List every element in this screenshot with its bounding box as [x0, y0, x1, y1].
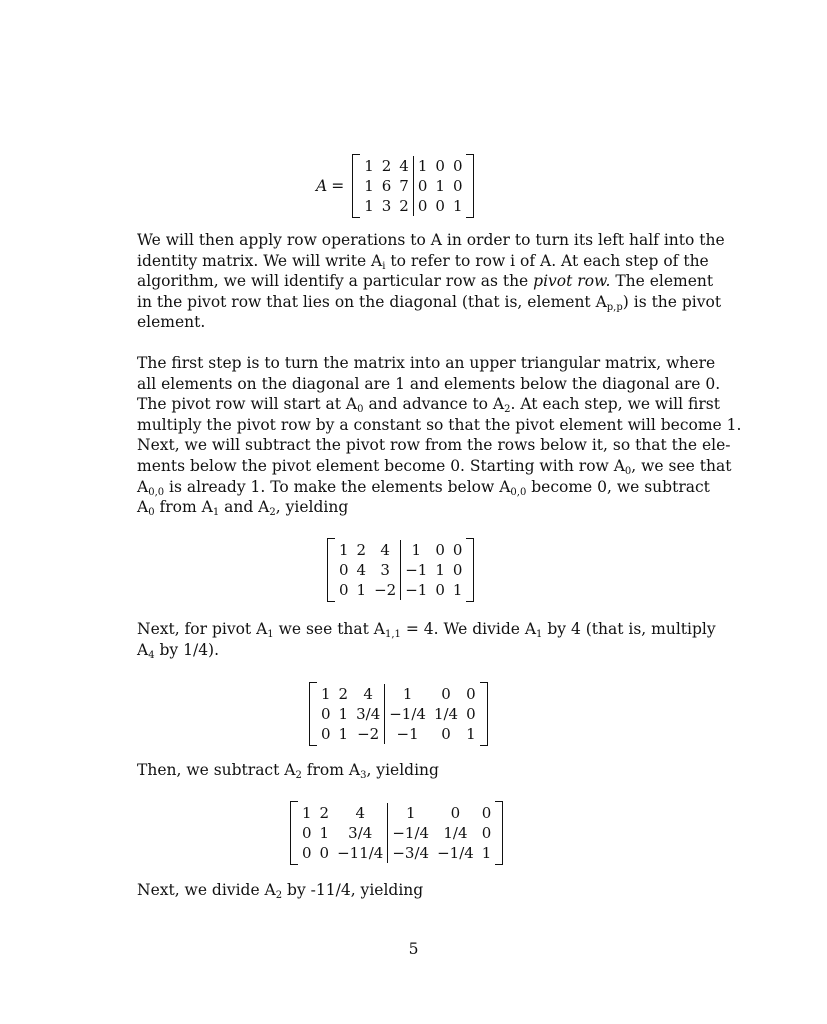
matrix-cell: 0 [339, 561, 349, 579]
matrix-cell: 0 [452, 541, 463, 559]
right-bracket [495, 801, 503, 865]
matrix-cell: −3/4 [388, 843, 433, 863]
matrix-cell: 1 [364, 177, 374, 195]
matrix-cell: 1 [401, 540, 432, 560]
matrix-cell: 0 [435, 197, 445, 215]
matrix-row [298, 843, 495, 863]
matrix-row [360, 156, 466, 176]
matrix-cell: 1 [338, 705, 349, 723]
matrix-cell: 0 [435, 157, 445, 175]
matrix-row [317, 724, 480, 744]
left-bracket [290, 801, 298, 865]
matrix-step-1 [327, 538, 474, 602]
matrix-cell: −1 [401, 560, 432, 580]
matrix-cell: 0 [452, 177, 463, 195]
matrix-cell: 0 [435, 541, 445, 559]
matrix-row [298, 803, 495, 823]
paragraph-row-operations: We will then apply row operations to A in order to turn its left half into the identity matrix. We will write $A_i$ to refer to row i of A. At each step of the algorithm, we will identify a particular row as the pivot row. The element in the pivot row that lies on the diagonal (that is, element $A_{p,p}$) is the pivot element. [137, 231, 725, 332]
augmented-matrix-after-divide [317, 684, 480, 744]
augmented-matrix-after-subtract [335, 540, 466, 600]
matrix-cell: −2 [374, 581, 397, 599]
matrix-cell: 0 [339, 581, 349, 599]
matrix-cell: 0 [450, 804, 461, 822]
matrix-cell: 0 [321, 725, 331, 743]
matrix-cell: 1 [356, 581, 367, 599]
matrix-row [335, 540, 466, 560]
matrix-row [335, 580, 466, 600]
matrix-step-3 [290, 801, 503, 865]
matrix-cell: 1 [364, 197, 374, 215]
matrix-cell: 4 [355, 804, 365, 822]
matrix-cell: 0 [481, 824, 492, 842]
matrix-cell: 0 [441, 725, 451, 743]
paragraph-divide-a2: Next, we divide $A_2$ by -11/4, yielding [137, 881, 424, 901]
right-bracket [466, 154, 474, 218]
matrix-cell: 2 [399, 197, 409, 215]
matrix-cell: 3 [381, 197, 392, 215]
page-number: 5 [408, 940, 419, 958]
matrix-row [335, 560, 466, 580]
matrix-row [317, 704, 480, 724]
matrix-cell: −1/4 [385, 704, 430, 724]
left-bracket [352, 154, 360, 218]
matrix-cell: 1/4 [443, 824, 468, 842]
matrix-a-label: A = [316, 177, 345, 195]
matrix-cell: −1/4 [388, 823, 433, 843]
matrix-cell: 7 [399, 177, 409, 195]
matrix-cell: 1 [364, 157, 374, 175]
matrix-cell: −1/4 [437, 844, 474, 862]
matrix-cell: 6 [381, 177, 392, 195]
matrix-cell: 4 [363, 685, 373, 703]
matrix-row [317, 684, 480, 704]
matrix-cell: 2 [356, 541, 367, 559]
matrix-cell: 1 [338, 725, 349, 743]
right-bracket [466, 538, 474, 602]
paragraph-subtract-a2: Then, we subtract $A_2$ from $A_3$, yielding [137, 761, 439, 781]
matrix-row [360, 176, 466, 196]
augmented-matrix-initial [360, 156, 466, 216]
matrix-a-equation [316, 154, 474, 218]
matrix-cell: 1 [435, 177, 445, 195]
matrix-cell: 1 [452, 581, 463, 599]
matrix-cell: 3 [380, 561, 390, 579]
matrix-cell: 1 [413, 156, 431, 176]
matrix-cell: 0 [319, 844, 330, 862]
paragraph-upper-triangular: The first step is to turn the matrix into an upper triangular matrix, where all elements on the diagonal are 1 and elements below the diagonal are 0. The pivot row will start at $A_0$ and advance to $A_2$. At each step, we will first multiply the pivot row by a constant so that the pivot element will become 1. Next, we will subtract the pivot row from the rows below it, so that the ele- ments below the pivot element become 0. Starting with row $A_0$, we see that $A_{0,0}$ is already 1. To make the elements below $A_{0,0}$ become 0, we subtract $A_0$ from $A_1$ and $A_2$, yielding [137, 354, 742, 519]
matrix-cell: 1 [466, 725, 476, 743]
matrix-cell: 0 [302, 824, 312, 842]
matrix-step-2 [309, 682, 488, 746]
matrix-cell: 0 [321, 705, 331, 723]
matrix-cell: −11/4 [337, 844, 384, 862]
matrix-cell: 1 [388, 803, 433, 823]
augmented-matrix-after-second-subtract [298, 803, 495, 863]
matrix-row [360, 196, 466, 216]
matrix-cell: 4 [356, 561, 367, 579]
matrix-cell: 3/4 [356, 705, 381, 723]
matrix-cell: 0 [413, 176, 431, 196]
matrix-cell: 1/4 [433, 705, 459, 723]
matrix-cell: 2 [338, 685, 349, 703]
left-bracket [327, 538, 335, 602]
matrix-cell: −1 [401, 580, 432, 600]
matrix-cell: 0 [481, 804, 492, 822]
matrix-cell: 1 [302, 804, 312, 822]
matrix-cell: 1 [385, 684, 430, 704]
paragraph-pivot-a1: Next, for pivot $A_1$ we see that $A_{1,1} = 4$. We divide $A_1$ by 4 (that is, multiply $A_4$ by 1/4). [137, 620, 716, 661]
matrix-cell: 0 [441, 685, 451, 703]
matrix-cell: −2 [357, 725, 380, 743]
matrix-cell: 4 [399, 157, 409, 175]
matrix-cell: 1 [319, 824, 330, 842]
matrix-cell: 1 [452, 197, 463, 215]
matrix-cell: 1 [339, 541, 349, 559]
matrix-cell: 1 [321, 685, 331, 703]
matrix-cell: 0 [435, 581, 445, 599]
left-bracket [309, 682, 317, 746]
matrix-cell: 2 [319, 804, 330, 822]
matrix-cell: 0 [466, 705, 476, 723]
matrix-cell: 0 [452, 561, 463, 579]
matrix-cell: 0 [413, 196, 431, 216]
matrix-cell: 0 [452, 157, 463, 175]
matrix-cell: 0 [302, 844, 312, 862]
matrix-cell: 4 [380, 541, 390, 559]
matrix-cell: 2 [381, 157, 392, 175]
matrix-cell: 1 [481, 844, 492, 862]
matrix-row [298, 823, 495, 843]
matrix-cell: 3/4 [348, 824, 373, 842]
right-bracket [480, 682, 488, 746]
matrix-cell: −1 [385, 724, 430, 744]
matrix-cell: 1 [435, 561, 445, 579]
matrix-cell: 0 [466, 685, 476, 703]
